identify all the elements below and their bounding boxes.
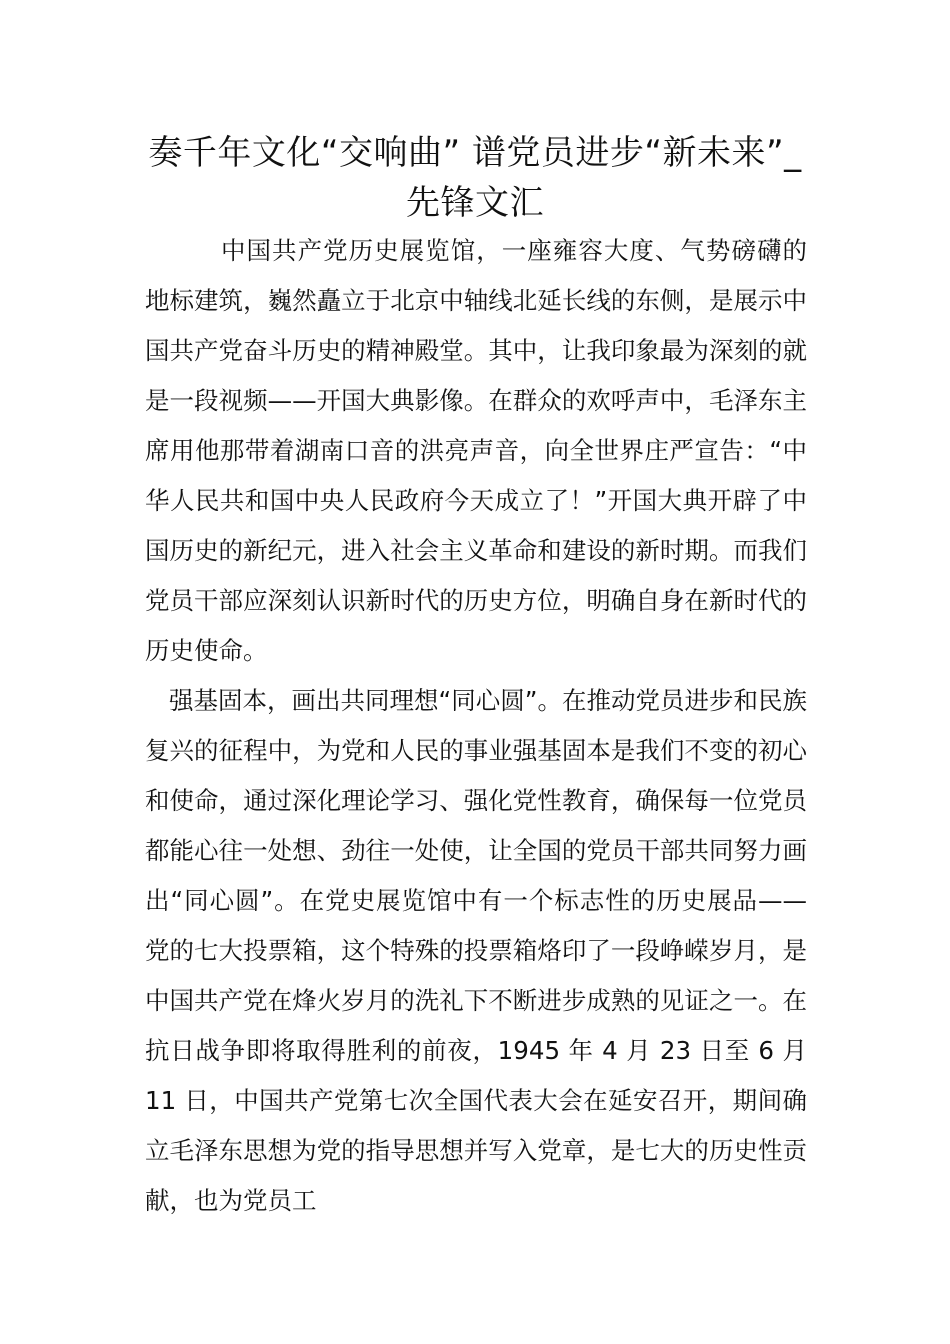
document-title: 奏千年文化“交响曲” 谱党员进步“新未来”_先锋文汇	[148, 133, 802, 223]
paragraph-1: 中国共产党历史展览馆，一座雍容大度、气势磅礴的地标建筑，巍然矗立于北京中轴线北延长线的东侧，是展示中国共产党奋斗历史的精神殿堂。其中，让我印象最为深刻的就是一段视频——开国大典影像。在群众的欢呼声中，毛泽东主席用他那带着湖南口音的洪亮声音，向全世界庄严宣告：“中华人民共和国中央人民政府今天成立了！”开国大典开辟了中国历史的新纪元，进入社会主义革命和建设的新时期。而我们党员干部应深刻认识新时代的历史方位，明确自身在新时代的历史使命。	[145, 236, 807, 665]
paragraph-2: 强基固本，画出共同理想“同心圆”。在推动党员进步和民族复兴的征程中，为党和人民的事业强基固本是我们不变的初心和使命，通过深化理论学习、强化党性教育，确保每一位党员都能心往一处想、劲往一处使，让全国的党员干部共同努力画出“同心圆”。在党史展览馆中有一个标志性的历史展品——党的七大投票箱，这个特殊的投票箱烙印了一段峥嵘岁月，是中国共产党在烽火岁月的洗礼下不断进步成熟的见证之一。在抗日战争即将取得胜利的前夜，1945 年 4 月 23 日至 6 月 11 日，中国共产党第七次全国代表大会在延安召开，期间确立毛泽东思想为党的指导思想并写入党章，是七大的历史性贡献，也为党员工	[145, 686, 807, 1215]
